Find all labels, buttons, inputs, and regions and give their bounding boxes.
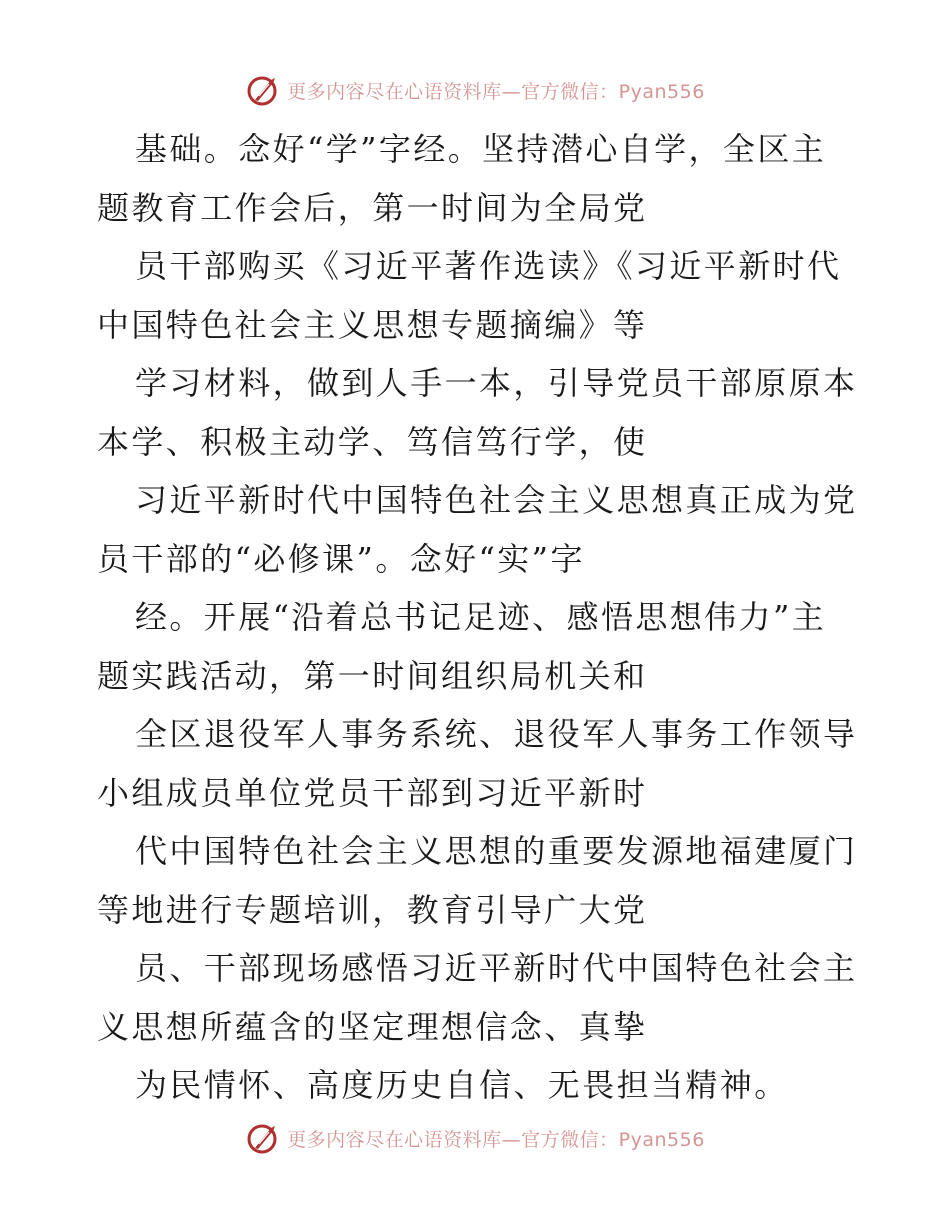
text-line: 小组成员单位党员干部到习近平新时 — [97, 773, 648, 812]
text-line: 题教育工作会后，第一时间为全局党 — [97, 188, 648, 227]
text-line: 本学、积极主动学、笃信笃行学，使 — [97, 422, 648, 461]
text-line: 习近平新时代中国特色社会主义思想真正成为党 — [135, 481, 858, 519]
quill-pen-circle-icon — [245, 72, 281, 108]
text-line: 经。开展“沿着总书记足迹、感悟思想伟力”主 — [135, 598, 827, 636]
text-line: 代中国特色社会主义思想的重要发源地福建厦门 — [135, 832, 858, 870]
text-line: 义思想所蕴含的坚定理想信念、真挚 — [97, 1007, 648, 1046]
watermark-text: 更多内容尽在心语资料库—官方微信：Pyan556 — [287, 1128, 705, 1151]
text-line: 中国特色社会主义思想专题摘编》等 — [97, 305, 648, 344]
text-line: 员、干部现场感悟习近平新时代中国特色社会主 — [135, 949, 858, 987]
text-line: 员干部购买《习近平著作选读》《习近平新时代 — [135, 247, 842, 285]
text-line: 学习材料，做到人手一本，引导党员干部原原本 — [135, 364, 858, 402]
header-watermark — [0, 70, 950, 110]
body-text — [97, 120, 857, 1115]
footer-watermark — [0, 1118, 950, 1158]
text-line: 等地进行专题培训，教育引导广大党 — [97, 890, 648, 929]
text-line: 题实践活动，第一时间组织局机关和 — [97, 656, 648, 695]
quill-pen-circle-icon — [245, 1120, 281, 1156]
text-line: 员干部的“必修课”。念好“实”字 — [97, 539, 585, 578]
text-line: 全区退役军人事务系统、退役军人事务工作领导 — [135, 715, 858, 753]
text-line: 基础。念好“学”字经。坚持潜心自学，全区主 — [135, 130, 827, 168]
text-line: 为民情怀、高度历史自信、无畏担当精神。 — [135, 1066, 789, 1104]
watermark-text: 更多内容尽在心语资料库—官方微信：Pyan556 — [287, 80, 705, 103]
